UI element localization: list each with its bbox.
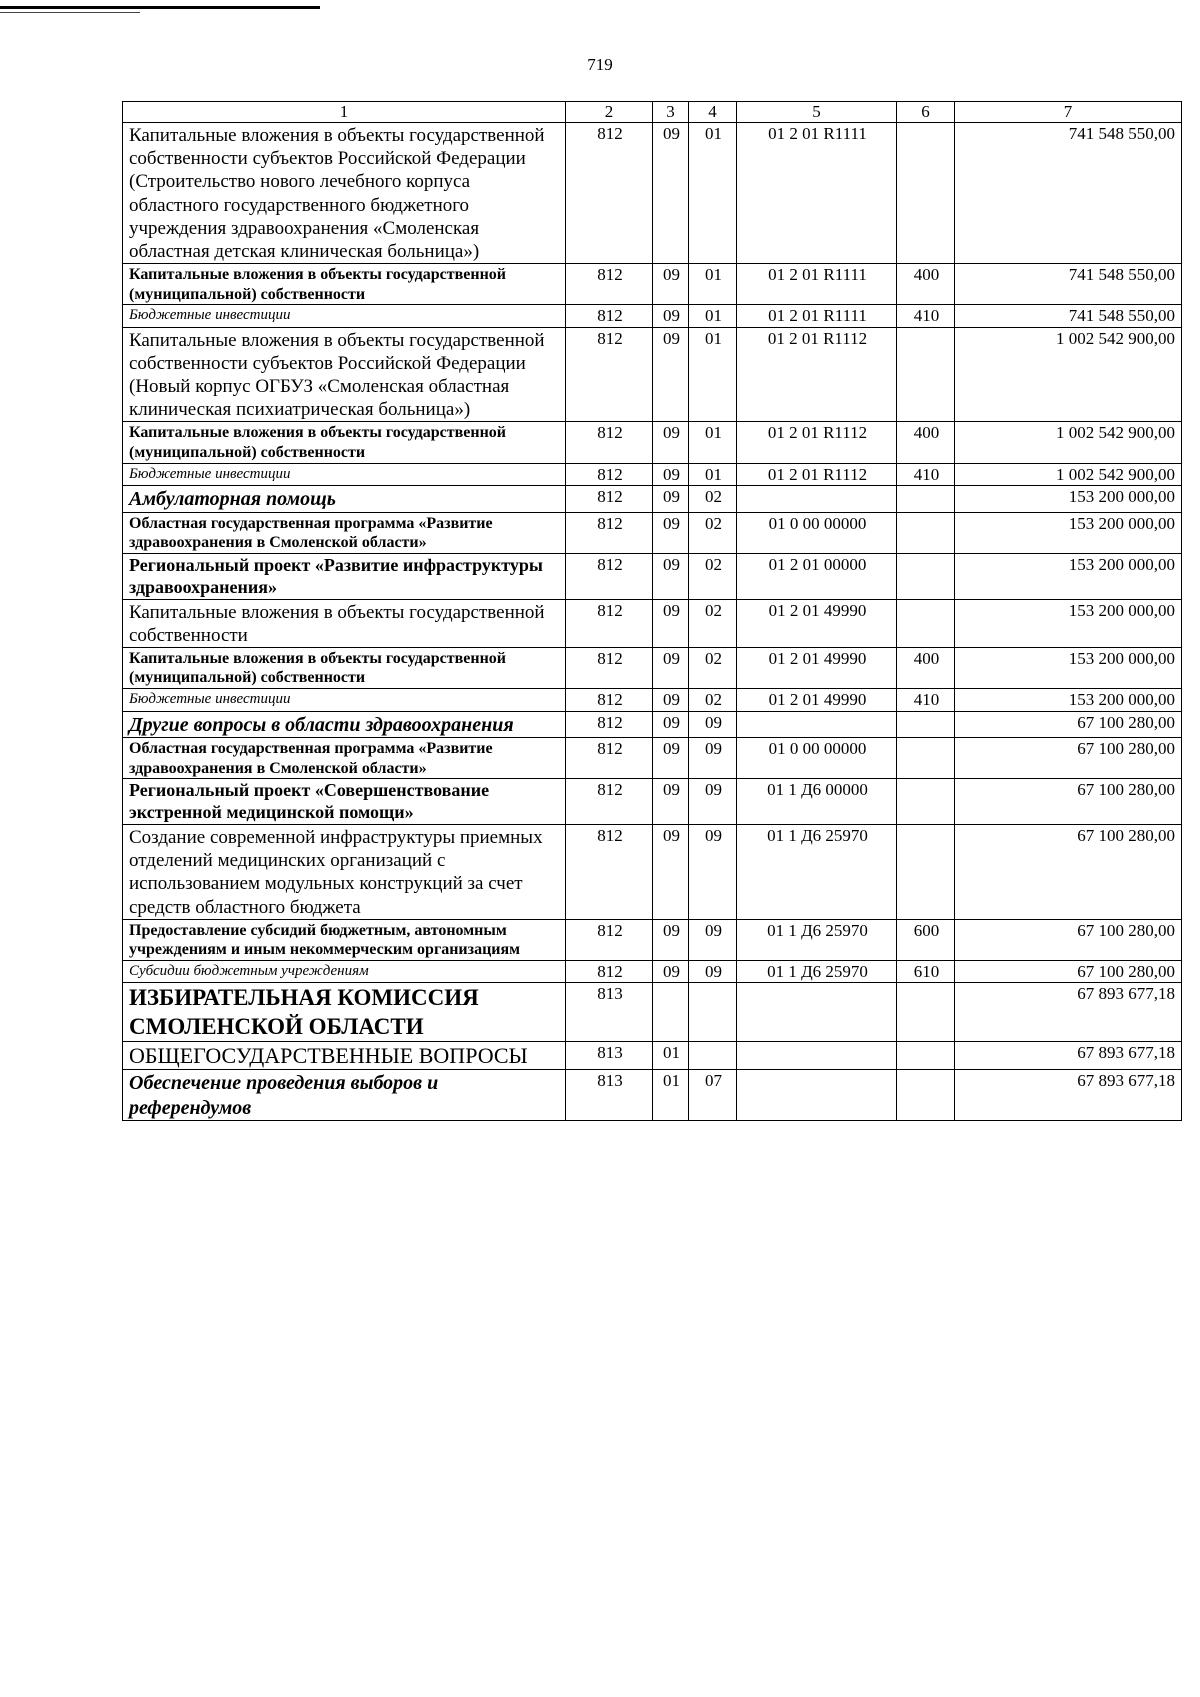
row-subsection-code: 02	[689, 512, 737, 553]
row-section-code: 09	[653, 779, 689, 825]
table-row	[123, 599, 1182, 647]
row-expense-type	[897, 983, 955, 1041]
row-subsection-code: 09	[689, 779, 737, 825]
row-amount: 67 100 280,00	[955, 711, 1182, 737]
row-ministry-code: 812	[566, 599, 653, 647]
row-expense-type	[897, 327, 955, 422]
row-target-article	[737, 1070, 897, 1121]
row-subsection-code	[689, 983, 737, 1041]
row-section-code: 09	[653, 688, 689, 711]
row-target-article: 01 1 Д6 00000	[737, 779, 897, 825]
row-expense-type	[897, 738, 955, 779]
row-name: Капитальные вложения в объекты государственной собственности субъектов Российской Федерации (Новый корпус ОГБУЗ «Смоленская областная клиническая психиатрическая больница»)	[123, 327, 566, 422]
row-target-article: 01 2 01 R1111	[737, 264, 897, 305]
row-name: ИЗБИРАТЕЛЬНАЯ КОМИССИЯ СМОЛЕНСКОЙ ОБЛАСТИ	[123, 983, 566, 1041]
row-target-article: 01 2 01 R1112	[737, 463, 897, 486]
row-subsection-code: 01	[689, 264, 737, 305]
row-subsection-code: 01	[689, 305, 737, 328]
row-subsection-code	[689, 1041, 737, 1070]
row-target-article: 01 2 01 R1112	[737, 327, 897, 422]
row-amount: 67 893 677,18	[955, 1070, 1182, 1121]
table-row	[123, 1070, 1182, 1121]
top-rule-thin	[0, 12, 140, 13]
header-col-6: 6	[897, 102, 955, 123]
row-name: Создание современной инфраструктуры приемных отделений медицинских организаций с использованием модульных конструкций за счет средств областного бюджета	[123, 825, 566, 920]
row-ministry-code: 812	[566, 123, 653, 264]
row-name: Капитальные вложения в объекты государственной собственности субъектов Российской Федерации (Строительство нового лечебного корпуса областного государственного бюджетного учреждения здравоохранения «Смоленская областная детская клиническая больница»)	[123, 123, 566, 264]
page-number: 719	[587, 55, 613, 74]
row-expense-type	[897, 553, 955, 599]
row-ministry-code: 812	[566, 711, 653, 737]
row-subsection-code: 09	[689, 960, 737, 983]
table-row	[123, 264, 1182, 305]
table-row	[123, 738, 1182, 779]
row-target-article	[737, 711, 897, 737]
row-expense-type: 400	[897, 647, 955, 688]
row-ministry-code: 812	[566, 422, 653, 463]
row-name: Капитальные вложения в объекты государственной (муниципальной) собственности	[123, 647, 566, 688]
row-name: Бюджетные инвестиции	[123, 305, 566, 328]
row-expense-type	[897, 1041, 955, 1070]
row-amount: 67 100 280,00	[955, 825, 1182, 920]
row-target-article: 01 2 01 49990	[737, 688, 897, 711]
row-ministry-code: 813	[566, 1070, 653, 1121]
row-expense-type	[897, 486, 955, 512]
table-row	[123, 512, 1182, 553]
row-amount: 1 002 542 900,00	[955, 327, 1182, 422]
row-section-code: 09	[653, 919, 689, 960]
row-name: ОБЩЕГОСУДАРСТВЕННЫЕ ВОПРОСЫ	[123, 1041, 566, 1070]
row-subsection-code: 07	[689, 1070, 737, 1121]
row-ministry-code: 812	[566, 738, 653, 779]
row-section-code: 09	[653, 553, 689, 599]
row-amount: 67 100 280,00	[955, 919, 1182, 960]
row-subsection-code: 09	[689, 919, 737, 960]
row-name: Амбулаторная помощь	[123, 486, 566, 512]
header-col-3: 3	[653, 102, 689, 123]
header-col-7: 7	[955, 102, 1182, 123]
row-name: Региональный проект «Совершенствование экстренной медицинской помощи»	[123, 779, 566, 825]
row-target-article: 01 2 01 49990	[737, 647, 897, 688]
row-expense-type	[897, 1070, 955, 1121]
row-subsection-code: 02	[689, 599, 737, 647]
row-section-code: 01	[653, 1070, 689, 1121]
header-col-1: 1	[123, 102, 566, 123]
row-name: Капитальные вложения в объекты государственной (муниципальной) собственности	[123, 422, 566, 463]
row-subsection-code: 01	[689, 123, 737, 264]
row-amount: 741 548 550,00	[955, 305, 1182, 328]
row-expense-type: 400	[897, 264, 955, 305]
row-expense-type	[897, 779, 955, 825]
table-row	[123, 422, 1182, 463]
row-section-code: 09	[653, 825, 689, 920]
table-row	[123, 647, 1182, 688]
row-ministry-code: 812	[566, 919, 653, 960]
row-name: Бюджетные инвестиции	[123, 688, 566, 711]
row-section-code: 09	[653, 327, 689, 422]
row-target-article: 01 1 Д6 25970	[737, 960, 897, 983]
row-ministry-code: 812	[566, 960, 653, 983]
row-subsection-code: 09	[689, 738, 737, 779]
row-amount: 153 200 000,00	[955, 599, 1182, 647]
row-name: Областная государственная программа «Развитие здравоохранения в Смоленской области»	[123, 512, 566, 553]
row-name: Капитальные вложения в объекты государственной (муниципальной) собственности	[123, 264, 566, 305]
row-section-code: 09	[653, 305, 689, 328]
row-expense-type: 610	[897, 960, 955, 983]
row-name: Областная государственная программа «Развитие здравоохранения в Смоленской области»	[123, 738, 566, 779]
row-amount: 153 200 000,00	[955, 553, 1182, 599]
row-target-article: 01 1 Д6 25970	[737, 825, 897, 920]
header-col-4: 4	[689, 102, 737, 123]
row-expense-type	[897, 711, 955, 737]
row-ministry-code: 812	[566, 486, 653, 512]
row-section-code: 09	[653, 422, 689, 463]
row-name: Капитальные вложения в объекты государственной собственности	[123, 599, 566, 647]
row-ministry-code: 812	[566, 512, 653, 553]
row-section-code: 09	[653, 647, 689, 688]
row-ministry-code: 812	[566, 327, 653, 422]
row-name: Субсидии бюджетным учреждениям	[123, 960, 566, 983]
table-row	[123, 919, 1182, 960]
row-target-article: 01 0 00 00000	[737, 512, 897, 553]
row-amount: 67 893 677,18	[955, 983, 1182, 1041]
row-subsection-code: 01	[689, 327, 737, 422]
row-amount: 741 548 550,00	[955, 264, 1182, 305]
row-section-code: 09	[653, 463, 689, 486]
row-target-article	[737, 486, 897, 512]
row-ministry-code: 812	[566, 264, 653, 305]
row-expense-type: 410	[897, 688, 955, 711]
row-ministry-code: 812	[566, 779, 653, 825]
row-target-article: 01 2 01 49990	[737, 599, 897, 647]
row-subsection-code: 01	[689, 422, 737, 463]
table-row	[123, 1041, 1182, 1070]
row-subsection-code: 09	[689, 711, 737, 737]
table-row	[123, 553, 1182, 599]
row-name: Предоставление субсидий бюджетным, автономным учреждениям и иным некоммерческим организациям	[123, 919, 566, 960]
row-expense-type: 410	[897, 463, 955, 486]
row-section-code: 09	[653, 264, 689, 305]
row-target-article: 01 2 01 R1111	[737, 305, 897, 328]
row-ministry-code: 812	[566, 647, 653, 688]
row-amount: 1 002 542 900,00	[955, 422, 1182, 463]
row-subsection-code: 01	[689, 463, 737, 486]
row-target-article: 01 1 Д6 25970	[737, 919, 897, 960]
table-row	[123, 825, 1182, 920]
row-subsection-code: 02	[689, 647, 737, 688]
row-subsection-code: 02	[689, 553, 737, 599]
top-rule	[0, 6, 320, 9]
row-ministry-code: 812	[566, 305, 653, 328]
row-name: Бюджетные инвестиции	[123, 463, 566, 486]
row-expense-type: 400	[897, 422, 955, 463]
row-section-code: 09	[653, 738, 689, 779]
row-ministry-code: 812	[566, 463, 653, 486]
table-row	[123, 688, 1182, 711]
table-row	[123, 327, 1182, 422]
row-section-code: 09	[653, 599, 689, 647]
row-name: Региональный проект «Развитие инфраструктуры здравоохранения»	[123, 553, 566, 599]
header-row	[123, 102, 1182, 123]
row-name: Обеспечение проведения выборов и референдумов	[123, 1070, 566, 1121]
row-amount: 153 200 000,00	[955, 688, 1182, 711]
row-section-code: 09	[653, 123, 689, 264]
row-expense-type: 600	[897, 919, 955, 960]
row-target-article	[737, 1041, 897, 1070]
budget-table	[122, 101, 1182, 1121]
table-row	[123, 486, 1182, 512]
row-amount: 67 100 280,00	[955, 960, 1182, 983]
row-subsection-code: 09	[689, 825, 737, 920]
header-col-2: 2	[566, 102, 653, 123]
row-target-article: 01 0 00 00000	[737, 738, 897, 779]
row-subsection-code: 02	[689, 688, 737, 711]
table-row	[123, 960, 1182, 983]
table-row	[123, 463, 1182, 486]
row-amount: 1 002 542 900,00	[955, 463, 1182, 486]
row-amount: 153 200 000,00	[955, 512, 1182, 553]
row-expense-type	[897, 599, 955, 647]
row-section-code: 09	[653, 486, 689, 512]
row-amount: 67 893 677,18	[955, 1041, 1182, 1070]
row-amount: 67 100 280,00	[955, 738, 1182, 779]
row-target-article: 01 2 01 R1112	[737, 422, 897, 463]
row-amount: 153 200 000,00	[955, 647, 1182, 688]
table-row	[123, 711, 1182, 737]
table-row	[123, 305, 1182, 328]
row-expense-type	[897, 123, 955, 264]
row-ministry-code: 813	[566, 1041, 653, 1070]
row-ministry-code: 812	[566, 825, 653, 920]
row-ministry-code: 813	[566, 983, 653, 1041]
row-target-article	[737, 983, 897, 1041]
row-expense-type: 410	[897, 305, 955, 328]
row-target-article: 01 2 01 00000	[737, 553, 897, 599]
row-section-code	[653, 983, 689, 1041]
row-expense-type	[897, 512, 955, 553]
row-section-code: 01	[653, 1041, 689, 1070]
table-row	[123, 983, 1182, 1041]
header-col-5: 5	[737, 102, 897, 123]
row-expense-type	[897, 825, 955, 920]
row-ministry-code: 812	[566, 553, 653, 599]
row-section-code: 09	[653, 512, 689, 553]
row-amount: 67 100 280,00	[955, 779, 1182, 825]
row-name: Другие вопросы в области здравоохранения	[123, 711, 566, 737]
row-amount: 153 200 000,00	[955, 486, 1182, 512]
table-row	[123, 123, 1182, 264]
row-ministry-code: 812	[566, 688, 653, 711]
row-target-article: 01 2 01 R1111	[737, 123, 897, 264]
row-section-code: 09	[653, 711, 689, 737]
row-amount: 741 548 550,00	[955, 123, 1182, 264]
row-subsection-code: 02	[689, 486, 737, 512]
table-row	[123, 779, 1182, 825]
row-section-code: 09	[653, 960, 689, 983]
